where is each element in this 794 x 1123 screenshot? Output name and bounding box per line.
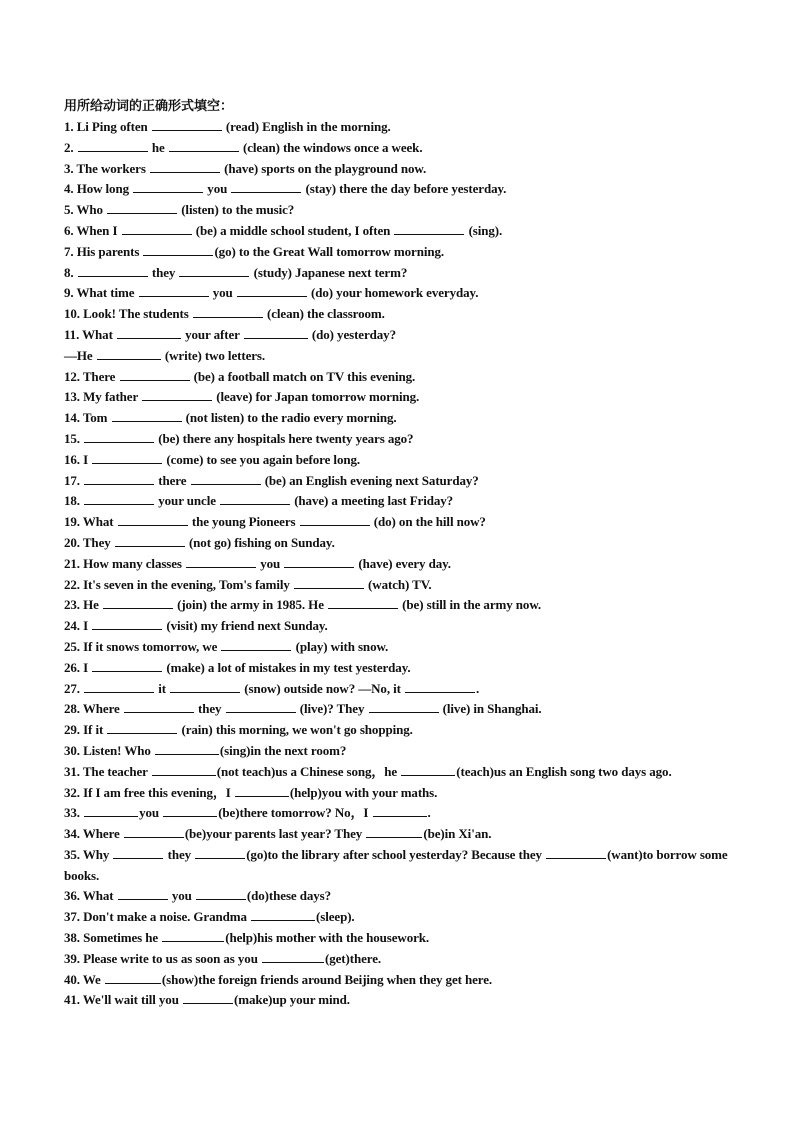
question-text: (not listen) to the radio every morning.	[182, 410, 397, 426]
question-item	[64, 741, 744, 762]
answer-blank[interactable]	[221, 639, 291, 651]
question-item	[64, 928, 744, 949]
answer-blank[interactable]	[394, 223, 464, 235]
worksheet	[64, 96, 744, 1011]
question-item	[64, 970, 744, 991]
question-item	[64, 304, 744, 325]
answer-blank[interactable]	[115, 535, 185, 547]
question-text: (play) with snow.	[292, 638, 389, 654]
question-text: 27.	[64, 680, 84, 696]
question-text: (do) yesterday?	[308, 326, 396, 342]
answer-blank[interactable]	[92, 660, 162, 672]
answer-blank[interactable]	[244, 327, 308, 339]
question-text: your uncle	[155, 493, 220, 509]
question-text: (write) two letters.	[161, 347, 266, 363]
question-text: (clean) the windows once a week.	[239, 139, 423, 155]
question-text: it	[155, 680, 170, 696]
answer-blank[interactable]	[118, 514, 188, 526]
question-item	[64, 679, 744, 700]
answer-blank[interactable]	[113, 847, 163, 859]
question-text: 10. Look! The students	[64, 306, 192, 322]
answer-blank[interactable]	[112, 410, 182, 422]
answer-blank[interactable]	[107, 722, 177, 734]
question-item	[64, 429, 744, 450]
answer-blank[interactable]	[179, 265, 249, 277]
question-item	[64, 471, 744, 492]
answer-blank[interactable]	[191, 473, 261, 485]
answer-blank[interactable]	[196, 888, 246, 900]
question-item	[64, 221, 744, 242]
question-text: (sing)in the next room?	[219, 742, 347, 758]
answer-blank[interactable]	[105, 972, 161, 984]
question-item	[64, 346, 744, 367]
question-text: (not teach)us a Chinese song，he	[216, 763, 401, 779]
answer-blank[interactable]	[152, 119, 222, 131]
question-text: 38. Sometimes he	[64, 930, 162, 946]
question-text: (want)to borrow some books.	[64, 846, 731, 883]
question-text: 18.	[64, 493, 84, 509]
question-text: (study) Japanese next term?	[250, 264, 408, 280]
answer-blank[interactable]	[142, 389, 212, 401]
answer-blank[interactable]	[328, 597, 398, 609]
question-item	[64, 554, 744, 575]
question-text: 4. How long	[64, 181, 133, 197]
question-item	[64, 242, 744, 263]
question-item	[64, 616, 744, 637]
answer-blank[interactable]	[369, 701, 439, 713]
question-text: 32. If I am free this evening，I	[64, 784, 234, 800]
question-text: (be)your parents last year? They	[184, 826, 366, 842]
question-text: 7. His parents	[64, 243, 143, 259]
question-text: (have) a meeting last Friday?	[291, 493, 454, 509]
question-list	[64, 117, 744, 1011]
question-text: 11. What	[64, 326, 116, 342]
answer-blank[interactable]	[103, 597, 173, 609]
question-item	[64, 637, 744, 658]
answer-blank[interactable]	[195, 847, 245, 859]
question-text: 36. What	[64, 888, 117, 904]
question-item	[64, 387, 744, 408]
answer-blank[interactable]	[143, 244, 213, 256]
answer-blank[interactable]	[84, 431, 154, 443]
question-text: (make) a lot of mistakes in my test yesterday.	[163, 659, 411, 675]
question-item	[64, 450, 744, 471]
question-text: (leave) for Japan tomorrow morning.	[213, 389, 420, 405]
question-item	[64, 325, 744, 346]
question-text: (have) every day.	[355, 555, 451, 571]
question-text: (snow) outside now? —No, it	[241, 680, 405, 696]
question-item	[64, 408, 744, 429]
answer-blank[interactable]	[120, 369, 190, 381]
question-item	[64, 699, 744, 720]
question-text: 2.	[64, 139, 77, 155]
question-text: (clean) the classroom.	[263, 306, 385, 322]
answer-blank[interactable]	[107, 202, 177, 214]
question-text: you	[209, 285, 236, 301]
answer-blank[interactable]	[118, 888, 168, 900]
question-text: (show)the foreign friends around Beijing when they get here.	[161, 971, 493, 987]
question-item	[64, 595, 744, 616]
question-text: .	[476, 680, 480, 696]
question-text: (be) there any hospitals here twenty years ago?	[155, 430, 414, 446]
question-text: they	[148, 264, 179, 280]
question-text: (have) sports on the playground now.	[220, 160, 427, 176]
question-text: 22. It's seven in the evening, Tom's family	[64, 576, 293, 592]
question-item	[64, 491, 744, 512]
question-text: he	[148, 139, 168, 155]
question-item	[64, 138, 744, 159]
answer-blank[interactable]	[84, 681, 154, 693]
question-item	[64, 263, 744, 284]
question-text: 21. How many classes	[64, 555, 186, 571]
answer-blank[interactable]	[546, 847, 606, 859]
question-text: 1. Li Ping often	[64, 119, 151, 134]
answer-blank[interactable]	[78, 140, 148, 152]
answer-blank[interactable]	[97, 348, 161, 360]
question-text: 14. Tom	[64, 410, 111, 426]
answer-blank[interactable]	[193, 306, 263, 318]
answer-blank[interactable]	[183, 992, 233, 1004]
question-text: 30. Listen! Who	[64, 742, 154, 758]
answer-blank[interactable]	[122, 223, 192, 235]
question-text: 37. Don't make a noise. Grandma	[64, 909, 251, 925]
question-text: (sleep).	[316, 909, 355, 925]
question-item	[64, 907, 744, 928]
answer-blank[interactable]	[84, 473, 154, 485]
question-text: you	[139, 805, 163, 821]
answer-blank[interactable]	[262, 951, 324, 963]
answer-blank[interactable]	[231, 181, 301, 193]
question-text: (listen) to the music?	[178, 202, 295, 218]
question-text: the young Pioneers	[188, 514, 299, 530]
answer-blank[interactable]	[284, 556, 354, 568]
question-text: 34. Where	[64, 826, 123, 842]
question-item	[64, 762, 744, 783]
question-text: 23. He	[64, 597, 102, 613]
question-text: (be) an English evening next Saturday?	[261, 472, 479, 488]
question-text: 28. Where	[64, 701, 123, 717]
question-text: 39. Please write to us as soon as you	[64, 950, 261, 966]
question-text: (be) a middle school student, I often	[192, 222, 394, 238]
answer-blank[interactable]	[117, 327, 181, 339]
question-text: (be) a football match on TV this evening.	[190, 368, 416, 384]
question-text: 29. If it	[64, 722, 107, 738]
question-text: (go)to the library after school yesterday? Because they	[246, 846, 546, 862]
answer-blank[interactable]	[150, 161, 220, 173]
question-text: (help)you with your maths.	[289, 784, 438, 800]
question-text: 15.	[64, 430, 84, 446]
question-text: 26. I	[64, 659, 92, 675]
worksheet-title: 用所给动词的正确形式填空：	[64, 99, 234, 114]
question-text: (sing).	[465, 222, 503, 238]
answer-blank[interactable]	[84, 805, 138, 817]
question-text: 13. My father	[64, 389, 142, 405]
question-text: (come) to see you again before long.	[163, 451, 361, 467]
question-text: (stay) there the day before yesterday.	[302, 181, 507, 197]
answer-blank[interactable]	[124, 701, 194, 713]
question-text: (do) on the hill now?	[370, 514, 486, 530]
answer-blank[interactable]	[186, 556, 256, 568]
answer-blank[interactable]	[405, 681, 475, 693]
question-text: there	[155, 472, 190, 488]
question-text: 6. When I	[64, 222, 121, 238]
question-item	[64, 117, 744, 138]
answer-blank[interactable]	[373, 805, 427, 817]
answer-blank[interactable]	[300, 514, 370, 526]
answer-blank[interactable]	[152, 764, 216, 776]
question-item	[64, 824, 744, 845]
question-item	[64, 658, 744, 679]
question-item	[64, 200, 744, 221]
answer-blank[interactable]	[124, 826, 184, 838]
question-text: 5. Who	[64, 202, 107, 218]
answer-blank[interactable]	[366, 826, 422, 838]
question-text: (not go) fishing on Sunday.	[185, 534, 335, 550]
question-item	[64, 367, 744, 388]
question-item	[64, 179, 744, 200]
answer-blank[interactable]	[294, 577, 364, 589]
question-text: 19. What	[64, 514, 117, 530]
question-text: (do) your homework everyday.	[307, 285, 479, 301]
question-item	[64, 159, 744, 180]
answer-blank[interactable]	[169, 140, 239, 152]
answer-blank[interactable]	[163, 805, 217, 817]
answer-blank[interactable]	[251, 909, 315, 921]
question-item	[64, 990, 744, 1011]
question-text: (teach)us an English song two days ago.	[456, 763, 672, 779]
question-text: 31. The teacher	[64, 763, 151, 779]
question-text: 24. I	[64, 618, 92, 634]
answer-blank[interactable]	[170, 681, 240, 693]
answer-blank[interactable]	[84, 493, 154, 505]
question-text: (go) to the Great Wall tomorrow morning.	[214, 243, 445, 259]
question-text: (live)? They	[296, 701, 368, 717]
question-item	[64, 720, 744, 741]
question-text: (rain) this morning, we won't go shopping.	[178, 722, 413, 738]
question-text: 17.	[64, 472, 84, 488]
question-text: (live) in Shanghai.	[439, 701, 542, 717]
answer-blank[interactable]	[235, 785, 289, 797]
question-text: 33.	[64, 805, 84, 821]
question-text: they	[194, 701, 225, 717]
question-text: you	[168, 888, 195, 904]
question-text: 40. We	[64, 971, 104, 987]
question-item	[64, 949, 744, 970]
question-text: (do)these days?	[246, 888, 332, 904]
question-text: they	[164, 846, 195, 862]
answer-blank[interactable]	[155, 743, 219, 755]
question-text: 25. If it snows tomorrow, we	[64, 638, 221, 654]
question-text: (help)his mother with the housework.	[225, 930, 430, 946]
question-text: (be)in Xi'an.	[423, 826, 492, 842]
question-item	[64, 886, 744, 907]
answer-blank[interactable]	[162, 930, 224, 942]
question-text: your after	[181, 326, 243, 342]
question-text: (visit) my friend next Sunday.	[163, 618, 328, 634]
answer-blank[interactable]	[92, 618, 162, 630]
question-text: you	[257, 555, 284, 571]
question-item	[64, 783, 744, 804]
question-text: 35. Why	[64, 846, 113, 862]
question-text: 20. They	[64, 534, 114, 550]
question-text: 12. There	[64, 368, 119, 384]
question-item	[64, 283, 744, 304]
question-item	[64, 845, 744, 887]
question-text: (join) the army in 1985. He	[173, 597, 328, 613]
answer-blank[interactable]	[401, 764, 455, 776]
question-text: (read) English in the morning.	[222, 119, 391, 134]
question-text: 16. I	[64, 451, 92, 467]
answer-blank[interactable]	[220, 493, 290, 505]
question-text: (get)there.	[324, 950, 382, 966]
question-text: 3. The workers	[64, 160, 149, 176]
question-text: (be) still in the army now.	[399, 597, 542, 613]
question-item	[64, 533, 744, 554]
question-text: (be)there tomorrow? No，I	[218, 805, 372, 821]
question-item	[64, 512, 744, 533]
answer-blank[interactable]	[226, 701, 296, 713]
question-text: (make)up your mind.	[233, 992, 350, 1008]
answer-blank[interactable]	[78, 265, 148, 277]
answer-blank[interactable]	[139, 285, 209, 297]
question-text: —He	[64, 347, 96, 363]
question-text: 41. We'll wait till you	[64, 992, 182, 1008]
question-item	[64, 803, 744, 824]
question-item	[64, 575, 744, 596]
question-text: (watch) TV.	[364, 576, 432, 592]
question-text: 8.	[64, 264, 77, 280]
question-text: 9. What time	[64, 285, 138, 301]
question-text: you	[204, 181, 231, 197]
answer-blank[interactable]	[237, 285, 307, 297]
answer-blank[interactable]	[92, 452, 162, 464]
answer-blank[interactable]	[133, 181, 203, 193]
question-text: .	[427, 805, 431, 821]
